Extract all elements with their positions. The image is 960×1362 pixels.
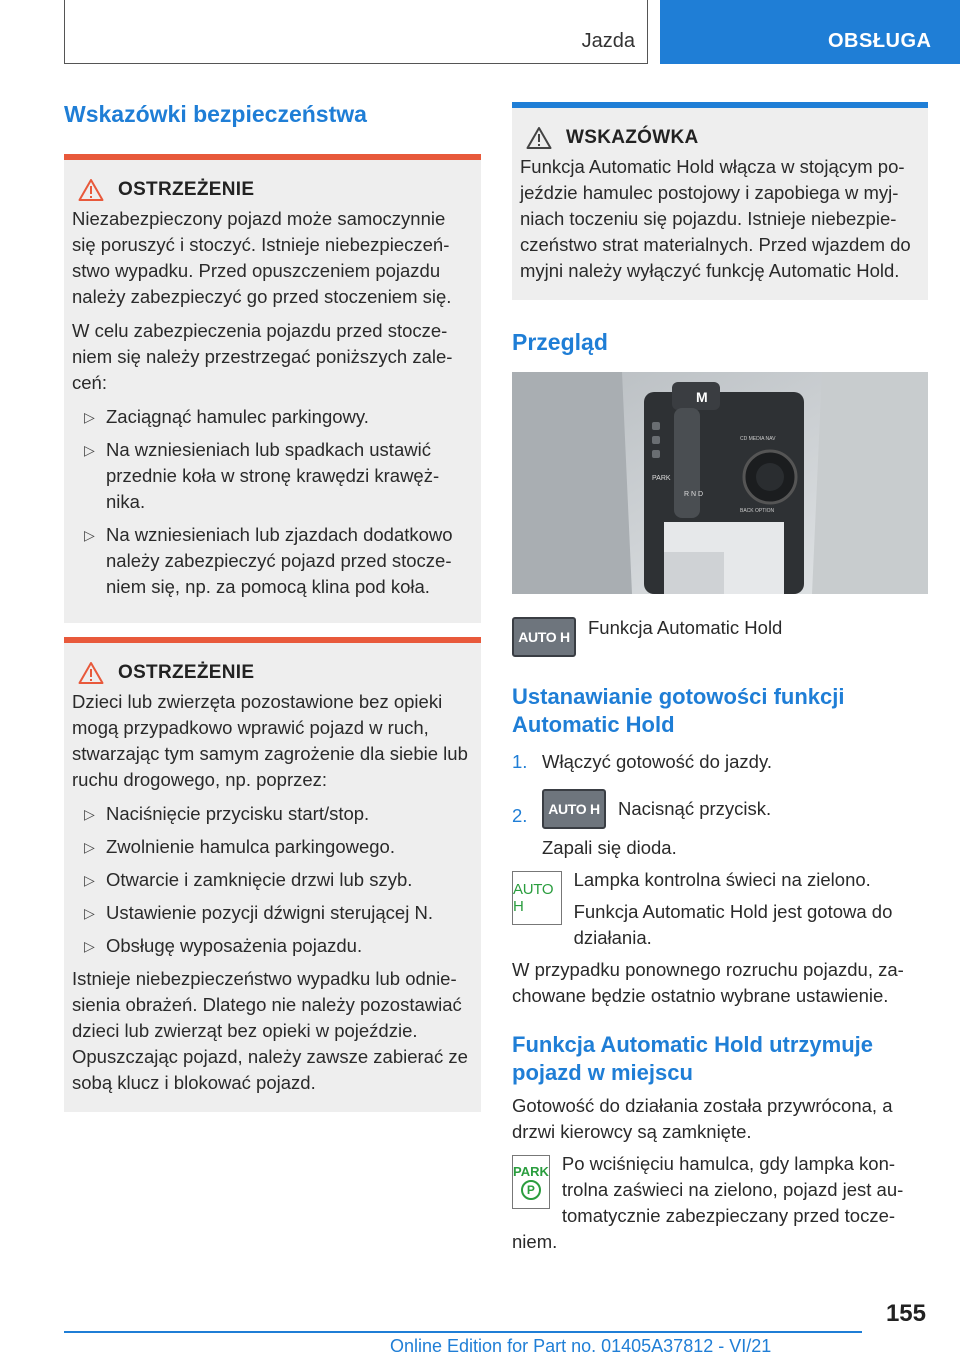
header-section-label: Jazda [581, 30, 635, 52]
hold-text-2: Po wciśnięciu hamulca, gdy lampka kon-trolna zaświeci na zielono, pojazd jest au-tomatycznie zabezpieczany przed tocze- [561, 1153, 904, 1226]
subsection-title-2: Funkcja Automatic Hold utrzymuje pojazd w miejscu [512, 1032, 874, 1085]
park-lamp-p: P [521, 1180, 541, 1200]
button-caption: Funkcja Automatic Hold [588, 617, 783, 638]
warning-1-list [72, 404, 473, 600]
page-number: 155 [885, 1300, 926, 1327]
list-item: ▷ Na wzniesieniach lub zjazdach dodatkowo należy zabezpieczyć pojazd przed stocze-niem się, np. za pomocą klina pod koła. [84, 524, 453, 597]
warning-triangle-icon [526, 126, 552, 150]
bullet-triangle-icon: ▷ [84, 872, 95, 888]
bullet-triangle-icon: ▷ [84, 905, 95, 921]
bullet-triangle-icon: ▷ [84, 527, 95, 543]
header-section-tab [64, 0, 648, 64]
photo-m-logo: M [696, 389, 708, 405]
warning-triangle-icon [78, 178, 104, 202]
list-item: ▷ Obsługę wyposażenia pojazdu. [72, 933, 473, 959]
auto-h-button-icon: AUTO H [542, 789, 606, 829]
warning-1-instructions: W celu zabezpieczenia pojazdu przed stocze-niem się należy przestrzegać poniższych zale-ceń: [72, 320, 453, 393]
lamp-text-1: Lampka kontrolna świeci na zielono. [573, 869, 871, 890]
step-item: 1. Włączyć gotowość do jazdy. [512, 751, 772, 772]
note-label: WSKAZÓWKA [566, 127, 699, 148]
warning-triangle-icon [78, 661, 104, 685]
warning-box-2 [64, 637, 481, 1112]
auto-h-indicator-lamp-icon: AUTO H [512, 871, 562, 925]
park-lamp-label: PARK [513, 1163, 549, 1179]
step-2-result: Zapali się dioda. [542, 837, 677, 858]
lamp-text-2: Funkcja Automatic Hold jest gotowa do działania. [573, 901, 893, 948]
bullet-triangle-icon: ▷ [84, 839, 95, 855]
list-item: ▷ Naciśnięcie przycisku start/stop. [72, 801, 473, 827]
list-item: ▷ Zwolnienie hamulca parkingowego. [72, 834, 473, 860]
warning-label: OSTRZEŻENIE [118, 179, 255, 200]
hold-text-2-end: niem. [512, 1231, 558, 1252]
note-text: Funkcja Automatic Hold włącza w stojącym po-jeździe hamulec postojowy i zapobiega w myj-niach toczeniu się pojazdu. Istnieje niebezpie-czeństwo strat materialnych. Przed wjazdem do myjni należy wyłączyć funkcję Automatic Hold. [520, 156, 911, 281]
lamp-row-park [512, 1155, 928, 1229]
list-item: ▷ Otwarcie i zamknięcie drzwi lub szyb. [72, 867, 473, 893]
list-item: ▷ Ustawienie pozycji dźwigni sterującej N. [72, 900, 473, 926]
steps-list [512, 749, 928, 829]
step-item: 2. AUTO H Nacisnąć przycisk. [512, 789, 928, 829]
overview-title: Przegląd [512, 329, 608, 355]
section-title: Wskazówki bezpieczeństwa [64, 101, 367, 127]
warning-2-text: Dzieci lub zwierzęta pozostawione bez opieki mogą przypadkowo wprawić pojazd w ruch, stwarzając tym samym zagrożenie dla siebie lub ruchu drogowego, np. poprzez: [72, 691, 468, 790]
bullet-triangle-icon: ▷ [84, 442, 95, 458]
photo-park-label: PARK [652, 475, 671, 482]
right-column [512, 102, 928, 1255]
photo-control-label-top: CD MEDIA NAV [740, 436, 776, 442]
warning-1-text: Niezabezpieczony pojazd może samoczynnie się poruszyć i stoczyć. Istnieje niebezpieczeń-stwo wypadku. Przed opuszczeniem pojazdu należy zabezpieczyć go przed stoczeniem się. [72, 208, 452, 307]
note-box [512, 102, 928, 300]
header-chapter-label: OBSŁUGA [828, 30, 932, 52]
auto-h-button-icon: AUTO H [512, 617, 576, 657]
warning-2-list [72, 801, 473, 959]
photo-gear-label: R N D [684, 491, 704, 498]
bullet-triangle-icon: ▷ [84, 806, 95, 822]
lamp-row-auto [512, 871, 928, 951]
footer-rule [64, 1331, 862, 1333]
bullet-triangle-icon: ▷ [84, 938, 95, 954]
warning-box-1 [64, 154, 481, 623]
warning-label: OSTRZEŻENIE [118, 662, 255, 683]
subsection-title-1: Ustanawianie gotowości funkcji Automatic Hold [512, 684, 845, 737]
list-item: ▷ Na wzniesieniach lub spadkach ustawić przednie koła w stronę krawędzi krawęż-nika. [84, 439, 440, 512]
center-console-photo [512, 372, 928, 594]
list-item: ▷ Zaciągnąć hamulec parkingowy. [72, 404, 473, 430]
photo-control-label-bottom: BACK OPTION [740, 508, 775, 514]
header-chapter-tab [660, 0, 960, 64]
hold-text-1: Gotowość do działania została przywrócona, a drzwi kierowcy są zamknięte. [512, 1095, 893, 1142]
footer-edition: Online Edition for Part no. 01405A37812 - VI/21 [390, 1336, 772, 1356]
bullet-triangle-icon: ▷ [84, 409, 95, 425]
park-indicator-lamp-icon [512, 1155, 550, 1209]
warning-2-conclusion: Istnieje niebezpieczeństwo wypadku lub odnie-sienia obrażeń. Dlatego nie należy pozostawiać dzieci lub zwierząt bez opieki w pojeździe. Opuszczając pojazd, należy zawsze zabierać ze sobą klucz i blokować pojazd. [72, 968, 468, 1093]
restart-text: W przypadku ponownego rozruchu pojazdu, za-chowane będzie ostatnio wybrane ustawienie. [512, 959, 904, 1006]
left-column [64, 100, 481, 1112]
button-caption-row [512, 617, 928, 657]
